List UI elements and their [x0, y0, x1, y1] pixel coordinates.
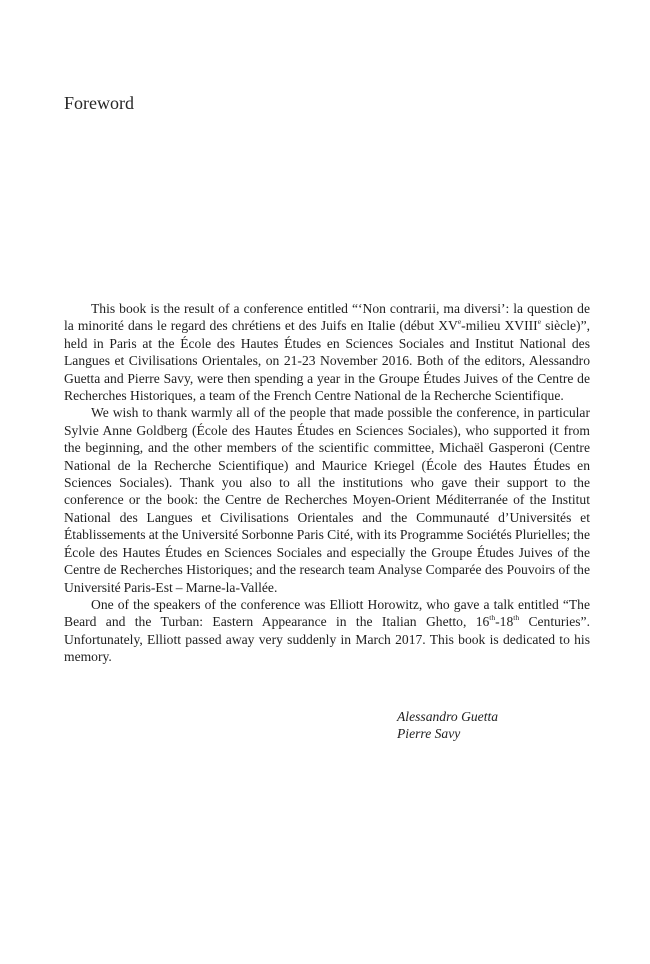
paragraph-3-text-b: -18: [495, 614, 514, 630]
paragraph-1-text-a: This book is the result of a conference entitled “‘Non contrarii, ma diversi’: la question de la minorité dans le regard des chrétiens et des Juifs en Italie (début XV: [64, 301, 590, 334]
paragraph-3-text-a: One of the speakers of the conference was Elliott Horowitz, who gave a talk entitled “The Beard and the Turban: Eastern Appearance in the Italian Ghetto, 16: [64, 596, 590, 630]
signature-block: [397, 708, 498, 743]
signature-author-1: Alessandro Guetta: [397, 709, 499, 724]
superscript: th: [513, 612, 520, 622]
paragraph-1-text-b: -milieu XVIII: [461, 318, 538, 334]
superscript: th: [489, 612, 496, 622]
paragraph-2: We wish to thank warmly all of the people that made possible the conference, in particular Sylvie Anne Goldberg (École des Hautes Études en Sciences Sociales), who supported it from the beginning, and the other members of the scientific committee, Michaël Gasperoni (Centre National de la Recherche Scientifique) and Maurice Kriegel (École des Hautes Études en Sciences Sociales). Thank you also to all the institutions who gave their support to the conference or the book: the Centre de Recherches Moyen-Orient Méditerranée of the Institut National des Langues et Civilisations Orientales and the Communauté d’Universités et Établissements at the Université Sorbonne Paris Cité, with its Programme Sociétés Plurielles; the École des Hautes Études en Sciences Sociales and especially the Groupe Études Juives of the Centre de Recherches Historiques; and the research team Analyse Comparée des Pouvoirs of the Université Paris-Est – Marne-la-Vallée.: [64, 405, 590, 595]
superscript: e: [537, 316, 542, 326]
paragraph-3: [64, 596, 590, 666]
signature-author-2: Pierre Savy: [397, 726, 461, 742]
paragraph-1: [64, 300, 590, 404]
superscript: e: [457, 316, 462, 326]
paragraph-1-text-c: siècle)”, held in Paris at the École des Hautes Études en Sciences Sociales and Institut National des Langues et Civilisations Orientales, on 21-23 November 2016. Both of the editors, Alessandro Guetta and Pierre Savy, were then spending a year in the Groupe Études Juives of the Centre de Recherches Historiques, a team of the French Centre National de la Recherche Scientifique.: [64, 318, 590, 404]
foreword-body: [64, 300, 590, 666]
paragraph-3-text-c: Centuries”. Unfortunately, Elliott passed away very suddenly in March 2017. This book is dedicated to his memory.: [64, 614, 590, 665]
page-title: Foreword: [64, 93, 134, 113]
